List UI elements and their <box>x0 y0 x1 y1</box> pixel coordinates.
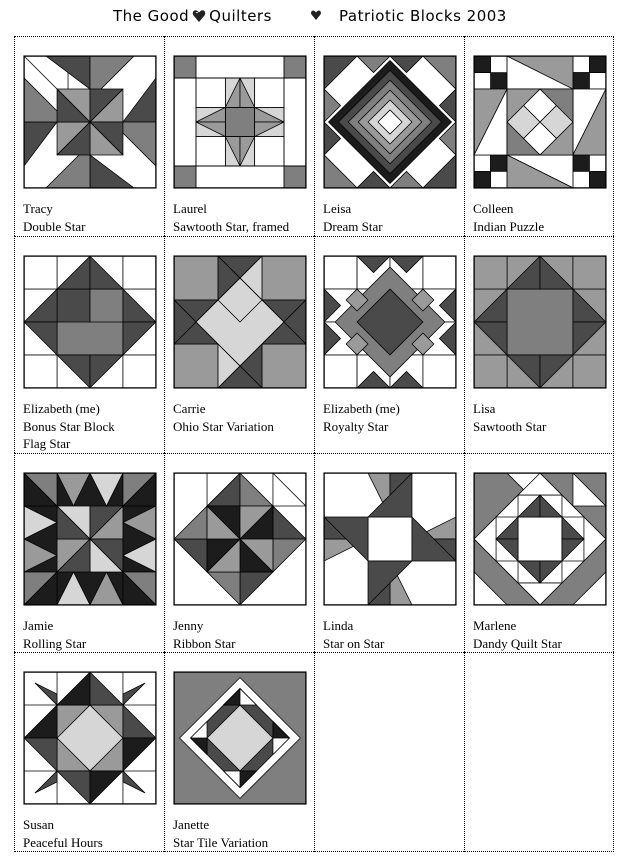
block-name: Indian Puzzle <box>473 218 545 234</box>
block-maker: Marlene <box>473 618 517 633</box>
group-name-part1: The Good <box>113 7 190 25</box>
heart-icon <box>192 9 206 23</box>
quilt-block-image <box>473 255 607 389</box>
quilt-block-card <box>14 236 164 453</box>
bonus-star-block-graphic <box>23 255 157 389</box>
block-name: Double Star <box>23 218 86 234</box>
quilt-block-card <box>314 36 464 236</box>
block-maker: Janette <box>173 817 210 832</box>
star-on-star-block-graphic <box>323 472 457 606</box>
sawtooth-framed-block-graphic <box>173 55 307 189</box>
block-name: Peaceful Hours <box>23 834 103 850</box>
block-maker: Leisa <box>323 201 352 216</box>
block-maker: Lisa <box>473 401 496 416</box>
block-name: Bonus Star Block <box>23 418 115 434</box>
block-maker: Carrie <box>173 401 206 416</box>
ribbon-star-block-graphic <box>173 472 307 606</box>
quilt-block-card <box>14 36 164 236</box>
quilt-block-image <box>173 671 307 805</box>
block-extra-name: Flag Star <box>23 436 71 451</box>
group-name <box>113 7 272 25</box>
quilt-block-card <box>314 236 464 453</box>
page-header <box>0 0 629 36</box>
quilt-block-card <box>464 236 614 453</box>
block-maker: Colleen <box>473 201 514 216</box>
empty-grid-cell <box>314 652 464 852</box>
block-name: Dandy Quilt Star <box>473 635 562 651</box>
quilt-block-card <box>164 36 314 236</box>
quilt-block-image <box>23 255 157 389</box>
quilt-block-card <box>164 236 314 453</box>
quilt-block-image <box>23 671 157 805</box>
quilt-block-card <box>464 453 614 652</box>
group-name-part2: Quilters <box>209 7 272 25</box>
quilt-block-image <box>23 472 157 606</box>
quilt-block-image <box>323 255 457 389</box>
quilt-block-card <box>164 453 314 652</box>
peaceful-hours-block-graphic <box>23 671 157 805</box>
dandy-star-block-graphic <box>473 472 607 606</box>
empty-grid-cell <box>464 652 614 852</box>
star-tile-block-graphic <box>173 671 307 805</box>
block-name: Ohio Star Variation <box>173 418 274 434</box>
quilt-block-image <box>323 472 457 606</box>
indian-puzzle-block-graphic <box>473 55 607 189</box>
sawtooth-star-block-graphic <box>473 255 607 389</box>
block-maker: Laurel <box>173 201 207 216</box>
grid-bottom-border <box>14 851 614 852</box>
rolling-star-block-graphic <box>23 472 157 606</box>
block-maker: Elizabeth (me) <box>323 401 400 416</box>
grid-right-border <box>613 36 614 852</box>
block-maker: Jamie <box>23 618 54 633</box>
quilt-block-image <box>323 55 457 189</box>
quilt-block-card <box>464 36 614 236</box>
quilt-block-card <box>164 652 314 852</box>
block-name: Dream Star <box>323 218 383 234</box>
block-name: Star on Star <box>323 635 385 651</box>
block-maker: Jenny <box>173 618 204 633</box>
block-maker: Linda <box>323 618 354 633</box>
block-name: Ribbon Star <box>173 635 236 651</box>
ohio-star-block-graphic <box>173 255 307 389</box>
quilt-block-card <box>14 652 164 852</box>
quilt-block-image <box>173 55 307 189</box>
quilt-block-card <box>314 453 464 652</box>
dream-star-block-graphic <box>323 55 457 189</box>
block-name: Royalty Star <box>323 418 389 434</box>
quilt-block-image <box>473 55 607 189</box>
page-title: Patriotic Blocks 2003 <box>339 7 507 25</box>
block-name: Rolling Star <box>23 635 87 651</box>
block-name: Sawtooth Star, framed <box>173 218 290 234</box>
block-maker: Susan <box>23 817 55 832</box>
block-name: Star Tile Variation <box>173 834 269 850</box>
quilt-block-image <box>473 472 607 606</box>
quilt-block-image <box>173 255 307 389</box>
block-maker: Elizabeth (me) <box>23 401 100 416</box>
quilt-block-card <box>14 453 164 652</box>
block-name: Sawtooth Star <box>473 418 547 434</box>
double-star-block-graphic <box>23 55 157 189</box>
royalty-star-block-graphic <box>323 255 457 389</box>
block-maker: Tracy <box>23 201 53 216</box>
quilt-block-image <box>173 472 307 606</box>
quilt-block-image <box>23 55 157 189</box>
heart-bullet-icon <box>310 9 322 21</box>
